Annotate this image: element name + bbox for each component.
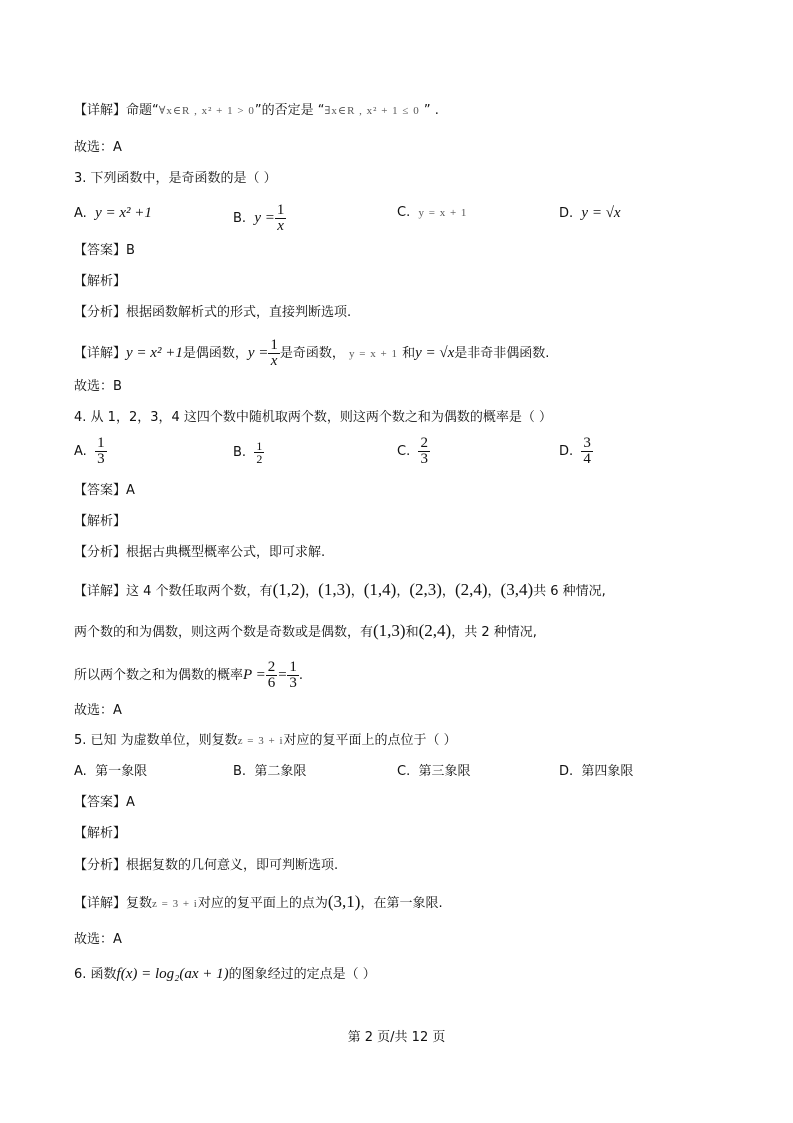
answer-label: 【答案】A <box>74 795 135 810</box>
fraction: $\frac{1}{x}$ <box>276 202 285 234</box>
analysis-heading: 【解析】 <box>74 274 127 289</box>
detail-tag: 【详解】 <box>74 103 127 118</box>
option-a: A. 第一象限 <box>74 764 148 779</box>
question-3-stem: 3. 下列函数中，是奇函数的是（ ） <box>74 171 277 186</box>
detail-line-negation: 【详解】命题“∀x∈R , x² + 1 > 0”的否定是 “∃x∈R , x² + 1 ≤ 0 ” . <box>74 103 439 118</box>
option-d: D. $\frac{3}{4}$ <box>559 435 591 467</box>
answer-choice: 故选：A <box>74 703 122 718</box>
fraction: $\frac{1}{x}$ <box>270 337 278 369</box>
negation-expression: ∃x∈R , x² + 1 ≤ 0 <box>324 105 420 117</box>
option-a: A. y = x² +1 <box>74 205 152 221</box>
fraction: $\frac{2}{3}$ <box>420 435 428 467</box>
option-b: B. y = $\frac{1}{x}$ <box>233 202 285 234</box>
answer-label: 【答案】B <box>74 243 135 258</box>
page-footer: 第 2 页/共 12 页 <box>347 1030 446 1045</box>
fraction: $\frac{3}{4}$ <box>583 435 591 467</box>
detail-line: 【详解】y = x² +1是偶函数，y = $\frac{1}{x}$ 是奇函数， y = x + 1 和y = √x是非奇非偶函数. <box>74 337 550 369</box>
analysis-text: 【分析】根据复数的几何意义，即可判断选项. <box>74 858 339 873</box>
detail-line: 【详解】复数z = 3 + i对应的复平面上的点为(3,1)，在第一象限. <box>74 892 443 911</box>
fraction: $\frac{1}{3}$ <box>97 435 105 467</box>
option-a: A. $\frac{1}{3}$ <box>74 435 105 467</box>
option-c: C. $\frac{2}{3}$ <box>397 435 428 467</box>
option-d: D. 第四象限 <box>559 764 634 779</box>
answer-choice: 故选：A <box>74 140 122 155</box>
option-c: C. 第三象限 <box>397 764 471 779</box>
fraction: $\frac{1}{2}$ <box>256 439 263 466</box>
analysis-text: 【分析】根据函数解析式的形式，直接判断选项. <box>74 305 352 320</box>
fraction: $\frac{2}{6}$ <box>267 659 276 691</box>
analysis-heading: 【解析】 <box>74 826 127 841</box>
option-d: D. y = √x <box>559 205 621 221</box>
question-5-stem: 5. 已知 为虚数单位，则复数z = 3 + i对应的复平面上的点位于（ ） <box>74 733 457 748</box>
answer-label: 【答案】A <box>74 483 135 498</box>
detail-line: 【详解】这 4 个数任取两个数，有(1,2)，(1,3)，(1,4)，(2,3)，(2,4)，(3,4)共 6 种情况, <box>74 580 606 599</box>
question-4-stem: 4. 从 1，2，3，4 这四个数中随机取两个数，则这两个数之和为偶数的概率是（ ） <box>74 410 553 425</box>
option-b: B. 第二象限 <box>233 764 307 779</box>
proposition-expression: ∀x∈R , x² + 1 > 0 <box>158 105 255 117</box>
option-c: C. y = x + 1 <box>397 205 468 220</box>
detail-line: 两个数的和为偶数，则这两个数是奇数或是偶数，有(1,3)和(2,4)，共 2 种情况, <box>74 621 537 640</box>
question-6-stem: 6. 函数f(x) = log₂(ax + 1)的图象经过的定点是（ ） <box>74 966 376 982</box>
fraction: $\frac{1}{3}$ <box>289 659 297 691</box>
answer-choice: 故选：A <box>74 932 122 947</box>
option-b: B. $\frac{1}{2}$ <box>233 439 263 466</box>
analysis-text: 【分析】根据古典概型概率公式，即可求解. <box>74 545 326 560</box>
detail-line: 所以两个数之和为偶数的概率P = $\frac{2}{6}$ = $\frac{1}{3}$ . <box>74 659 304 691</box>
analysis-heading: 【解析】 <box>74 514 127 529</box>
answer-choice: 故选：B <box>74 379 122 394</box>
